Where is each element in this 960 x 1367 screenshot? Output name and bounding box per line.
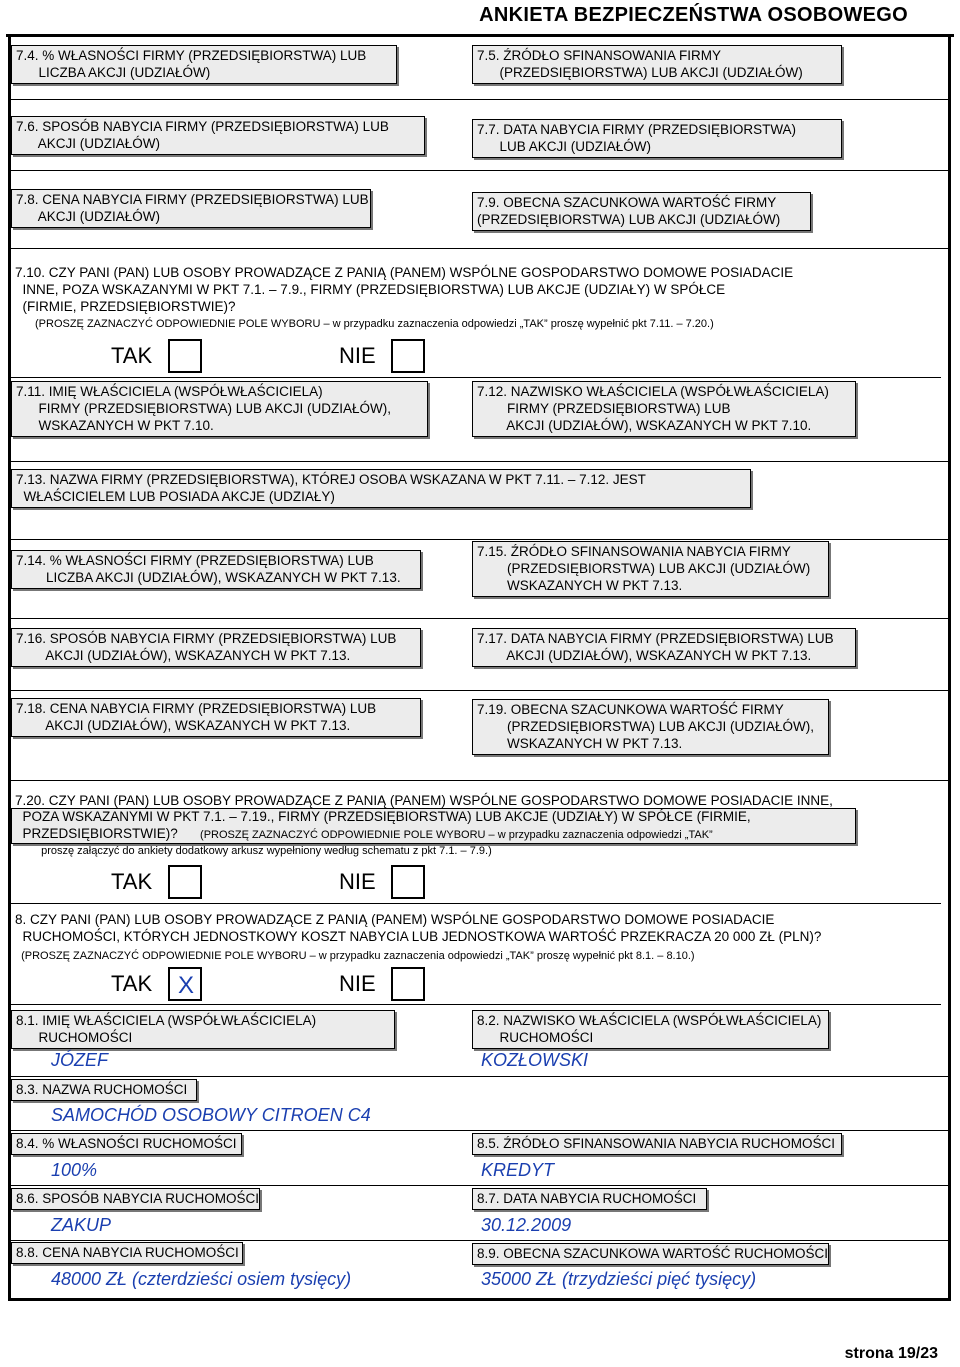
field-label-7-9: 7.9. OBECNA SZACUNKOWA WARTOŚĆ FIRMY (PRZEDSIĘBIORSTWA) LUB AKCJI (UDZIAŁÓW) [472,192,811,231]
question-7-10-note: (PROSZĘ ZAZNACZYĆ ODPOWIEDNIE POLE WYBORU – w przypadku zaznaczenia odpowiedzi „TAK” proszę wypełnić pkt 7.11. – 7.20.) [35,318,714,330]
nie-checkbox[interactable] [391,967,425,1001]
field-label-7-15: 7.15. ŹRÓDŁO SFINANSOWANIA NABYCIA FIRMY (PRZEDSIĘBIORSTWA) LUB AKCJI (UDZIAŁÓW) WSKAZANYCH W PKT 7.13. [472,541,829,597]
divider [11,1185,948,1186]
field-label-7-16: 7.16. SPOSÓB NABYCIA FIRMY (PRZEDSIĘBIORSTWA) LUB AKCJI (UDZIAŁÓW), WSKAZANYCH W PKT 7.13. [11,628,421,667]
nie-label: NIE [339,971,376,996]
divider [11,690,948,691]
page-number: strona 19/23 [844,1345,938,1362]
question-8: 8. CZY PANI (PAN) LUB OSOBY PROWADZĄCE Z PANIĄ (PANEM) WSPÓLNE GOSPODARSTWO DOMOWE POSIADACIE RUCHOMOŚCI, KTÓRYCH JEDNOSTKOWY KOSZT NABYCIA LUB JEDNOSTKOWA WARTOŚĆ PRZEKRACZA 20 000 ZŁ (PLN)? [15,912,822,944]
divider [11,170,948,171]
field-label-7-17: 7.17. DATA NABYCIA FIRMY (PRZEDSIĘBIORSTWA) LUB AKCJI (UDZIAŁÓW), WSKAZANYCH W PKT 7.13. [472,628,856,667]
field-label-7-6: 7.6. SPOSÓB NABYCIA FIRMY (PRZEDSIĘBIORSTWA) LUB AKCJI (UDZIAŁÓW) [11,116,425,155]
divider [11,1076,948,1077]
tak-label: TAK [111,343,153,368]
field-label-7-7: 7.7. DATA NABYCIA FIRMY (PRZEDSIĘBIORSTWA) LUB AKCJI (UDZIAŁÓW) [472,119,842,158]
divider [11,618,948,619]
field-value-8-3[interactable]: SAMOCHÓD OSOBOWY CITROEN C4 [51,1105,371,1125]
field-label-7-4: 7.4. % WŁASNOŚCI FIRMY (PRZEDSIĘBIORSTWA) LUB LICZBA AKCJI (UDZIAŁÓW) [11,45,397,84]
field-value-8-6[interactable]: ZAKUP [51,1215,112,1235]
tak-checkbox[interactable] [168,967,202,1001]
tak-label: TAK [111,971,153,996]
field-label-8-2: 8.2. NAZWISKO WŁAŚCICIELA (WSPÓŁWŁAŚCICIELA) RUCHOMOŚCI [472,1010,829,1049]
field-label-8-3: 8.3. NAZWA RUCHOMOŚCI [11,1079,197,1101]
divider [11,539,948,540]
choice-7-20 [111,865,441,899]
divider [11,99,948,100]
form-frame [8,37,951,1301]
tak-checkbox[interactable] [168,865,202,899]
choice-7-10 [111,339,441,373]
divider [11,780,948,781]
divider [11,461,948,462]
field-label-7-12: 7.12. NAZWISKO WŁAŚCICIELA (WSPÓŁWŁAŚCICIELA) FIRMY (PRZEDSIĘBIORSTWA) LUB AKCJI (UDZIAŁÓW), WSKAZANYCH W PKT 7.10. [472,381,856,437]
divider [11,1130,948,1131]
divider [11,377,941,378]
field-label-8-6: 8.6. SPOSÓB NABYCIA RUCHOMOŚCI [11,1188,260,1210]
question-7-20-note-1: (PROSZĘ ZAZNACZYĆ ODPOWIEDNIE POLE WYBORU – w przypadku zaznaczenia odpowiedzi „TAK” [197,829,713,841]
nie-label: NIE [339,869,376,894]
field-label-7-11: 7.11. IMIĘ WŁAŚCICIELA (WSPÓŁWŁAŚCICIELA) FIRMY (PRZEDSIĘBIORSTWA) LUB AKCJI (UDZIAŁÓW), WSKAZANYCH W PKT 7.10. [11,381,428,437]
field-label-8-7: 8.7. DATA NABYCIA RUCHOMOŚCI [472,1188,707,1210]
divider [11,248,948,249]
nie-checkbox[interactable] [391,339,425,373]
field-value-8-5[interactable]: KREDYT [481,1160,555,1180]
field-value-8-2[interactable]: KOZŁOWSKI [481,1050,589,1070]
field-value-8-1[interactable]: JÓZEF [51,1050,108,1070]
field-label-8-9: 8.9. OBECNA SZACUNKOWA WARTOŚĆ RUCHOMOŚCI [472,1243,829,1265]
field-label-7-5: 7.5. ŹRÓDŁO SFINANSOWANIA FIRMY (PRZEDSIĘBIORSTWA) LUB AKCJI (UDZIAŁÓW) [472,45,842,84]
field-label-7-13: 7.13. NAZWA FIRMY (PRZEDSIĘBIORSTWA), KTÓREJ OSOBA WSKAZANA W PKT 7.11. – 7.12. JEST WŁAŚCICIELEM LUB POSIADA AKCJE (UDZIAŁY) [11,469,751,508]
field-label-7-19: 7.19. OBECNA SZACUNKOWA WARTOŚĆ FIRMY (PRZEDSIĘBIORSTWA) LUB AKCJI (UDZIAŁÓW), WSKAZANYCH W PKT 7.13. [472,699,829,755]
divider [11,903,941,904]
tak-checkbox[interactable] [168,339,202,373]
divider [11,1240,948,1241]
question-7-10: 7.10. CZY PANI (PAN) LUB OSOBY PROWADZĄCE Z PANIĄ (PANEM) WSPÓLNE GOSPODARSTWO DOMOWE POSIADACIE INNE, POZA WSKAZANYMI W PKT 7.1. – 7.9., FIRMY (PRZEDSIĘBIORSTWA) LUB AKCJE (UDZIAŁY) W SPÓŁCE (FIRMIE, PRZEDSIĘBIORSTWIE)? [15,265,794,314]
choice-8 [111,967,441,1001]
field-value-8-7[interactable]: 30.12.2009 [481,1215,572,1235]
divider [11,1004,941,1005]
question-7-20-line-1: 7.20. CZY PANI (PAN) LUB OSOBY PROWADZĄCE Z PANIĄ (PANEM) WSPÓLNE GOSPODARSTWO DOMOWE POSIADACIE INNE, [15,793,833,808]
nie-checkbox[interactable] [391,865,425,899]
field-label-8-5: 8.5. ŹRÓDŁO SFINANSOWANIA NABYCIA RUCHOMOŚCI [472,1133,842,1155]
nie-label: NIE [339,343,376,368]
page-title: ANKIETA BEZPIECZEŃSTWA OSOBOWEGO [479,4,908,26]
field-value-8-9[interactable]: 35000 ZŁ (trzydzieści pięć tysięcy) [481,1269,757,1289]
tak-label: TAK [111,869,153,894]
field-label-7-8: 7.8. CENA NABYCIA FIRMY (PRZEDSIĘBIORSTWA) LUB AKCJI (UDZIAŁÓW) [11,189,371,228]
question-7-20-line-3: PRZEDSIĘBIORSTWIE)? [15,826,178,841]
field-label-8-1: 8.1. IMIĘ WŁAŚCICIELA (WSPÓŁWŁAŚCICIELA) RUCHOMOŚCI [11,1010,395,1049]
field-label-8-8: 8.8. CENA NABYCIA RUCHOMOŚCI [11,1242,243,1264]
question-7-20-line-2: POZA WSKAZANYMI W PKT 7.1. – 7.19., FIRMY (PRZEDSIĘBIORSTWA) LUB AKCJE (UDZIAŁY) W SPÓŁCE (FIRMIE, [15,809,751,824]
checked-mark: X [178,972,195,999]
question-7-20-note-2: proszę załączyć do ankiety dodatkowy arkusz wypełniony według schematu z pkt 7.1. – 7.9.) [35,845,492,857]
field-label-7-14: 7.14. % WŁASNOŚCI FIRMY (PRZEDSIĘBIORSTWA) LUB LICZBA AKCJI (UDZIAŁÓW), WSKAZANYCH W PKT 7.13. [11,550,421,589]
field-label-7-18: 7.18. CENA NABYCIA FIRMY (PRZEDSIĘBIORSTWA) LUB AKCJI (UDZIAŁÓW), WSKAZANYCH W PKT 7.13. [11,698,421,737]
field-value-8-4[interactable]: 100% [51,1160,98,1180]
question-8-note: (PROSZĘ ZAZNACZYĆ ODPOWIEDNIE POLE WYBORU – w przypadku zaznaczenia odpowiedzi „TAK” proszę wypełnić pkt 8.1. – 8.10.) [15,950,695,962]
field-label-8-4: 8.4. % WŁASNOŚCI RUCHOMOŚCI [11,1133,242,1155]
field-value-8-8[interactable]: 48000 ZŁ (czterdzieści osiem tysięcy) [51,1269,352,1289]
